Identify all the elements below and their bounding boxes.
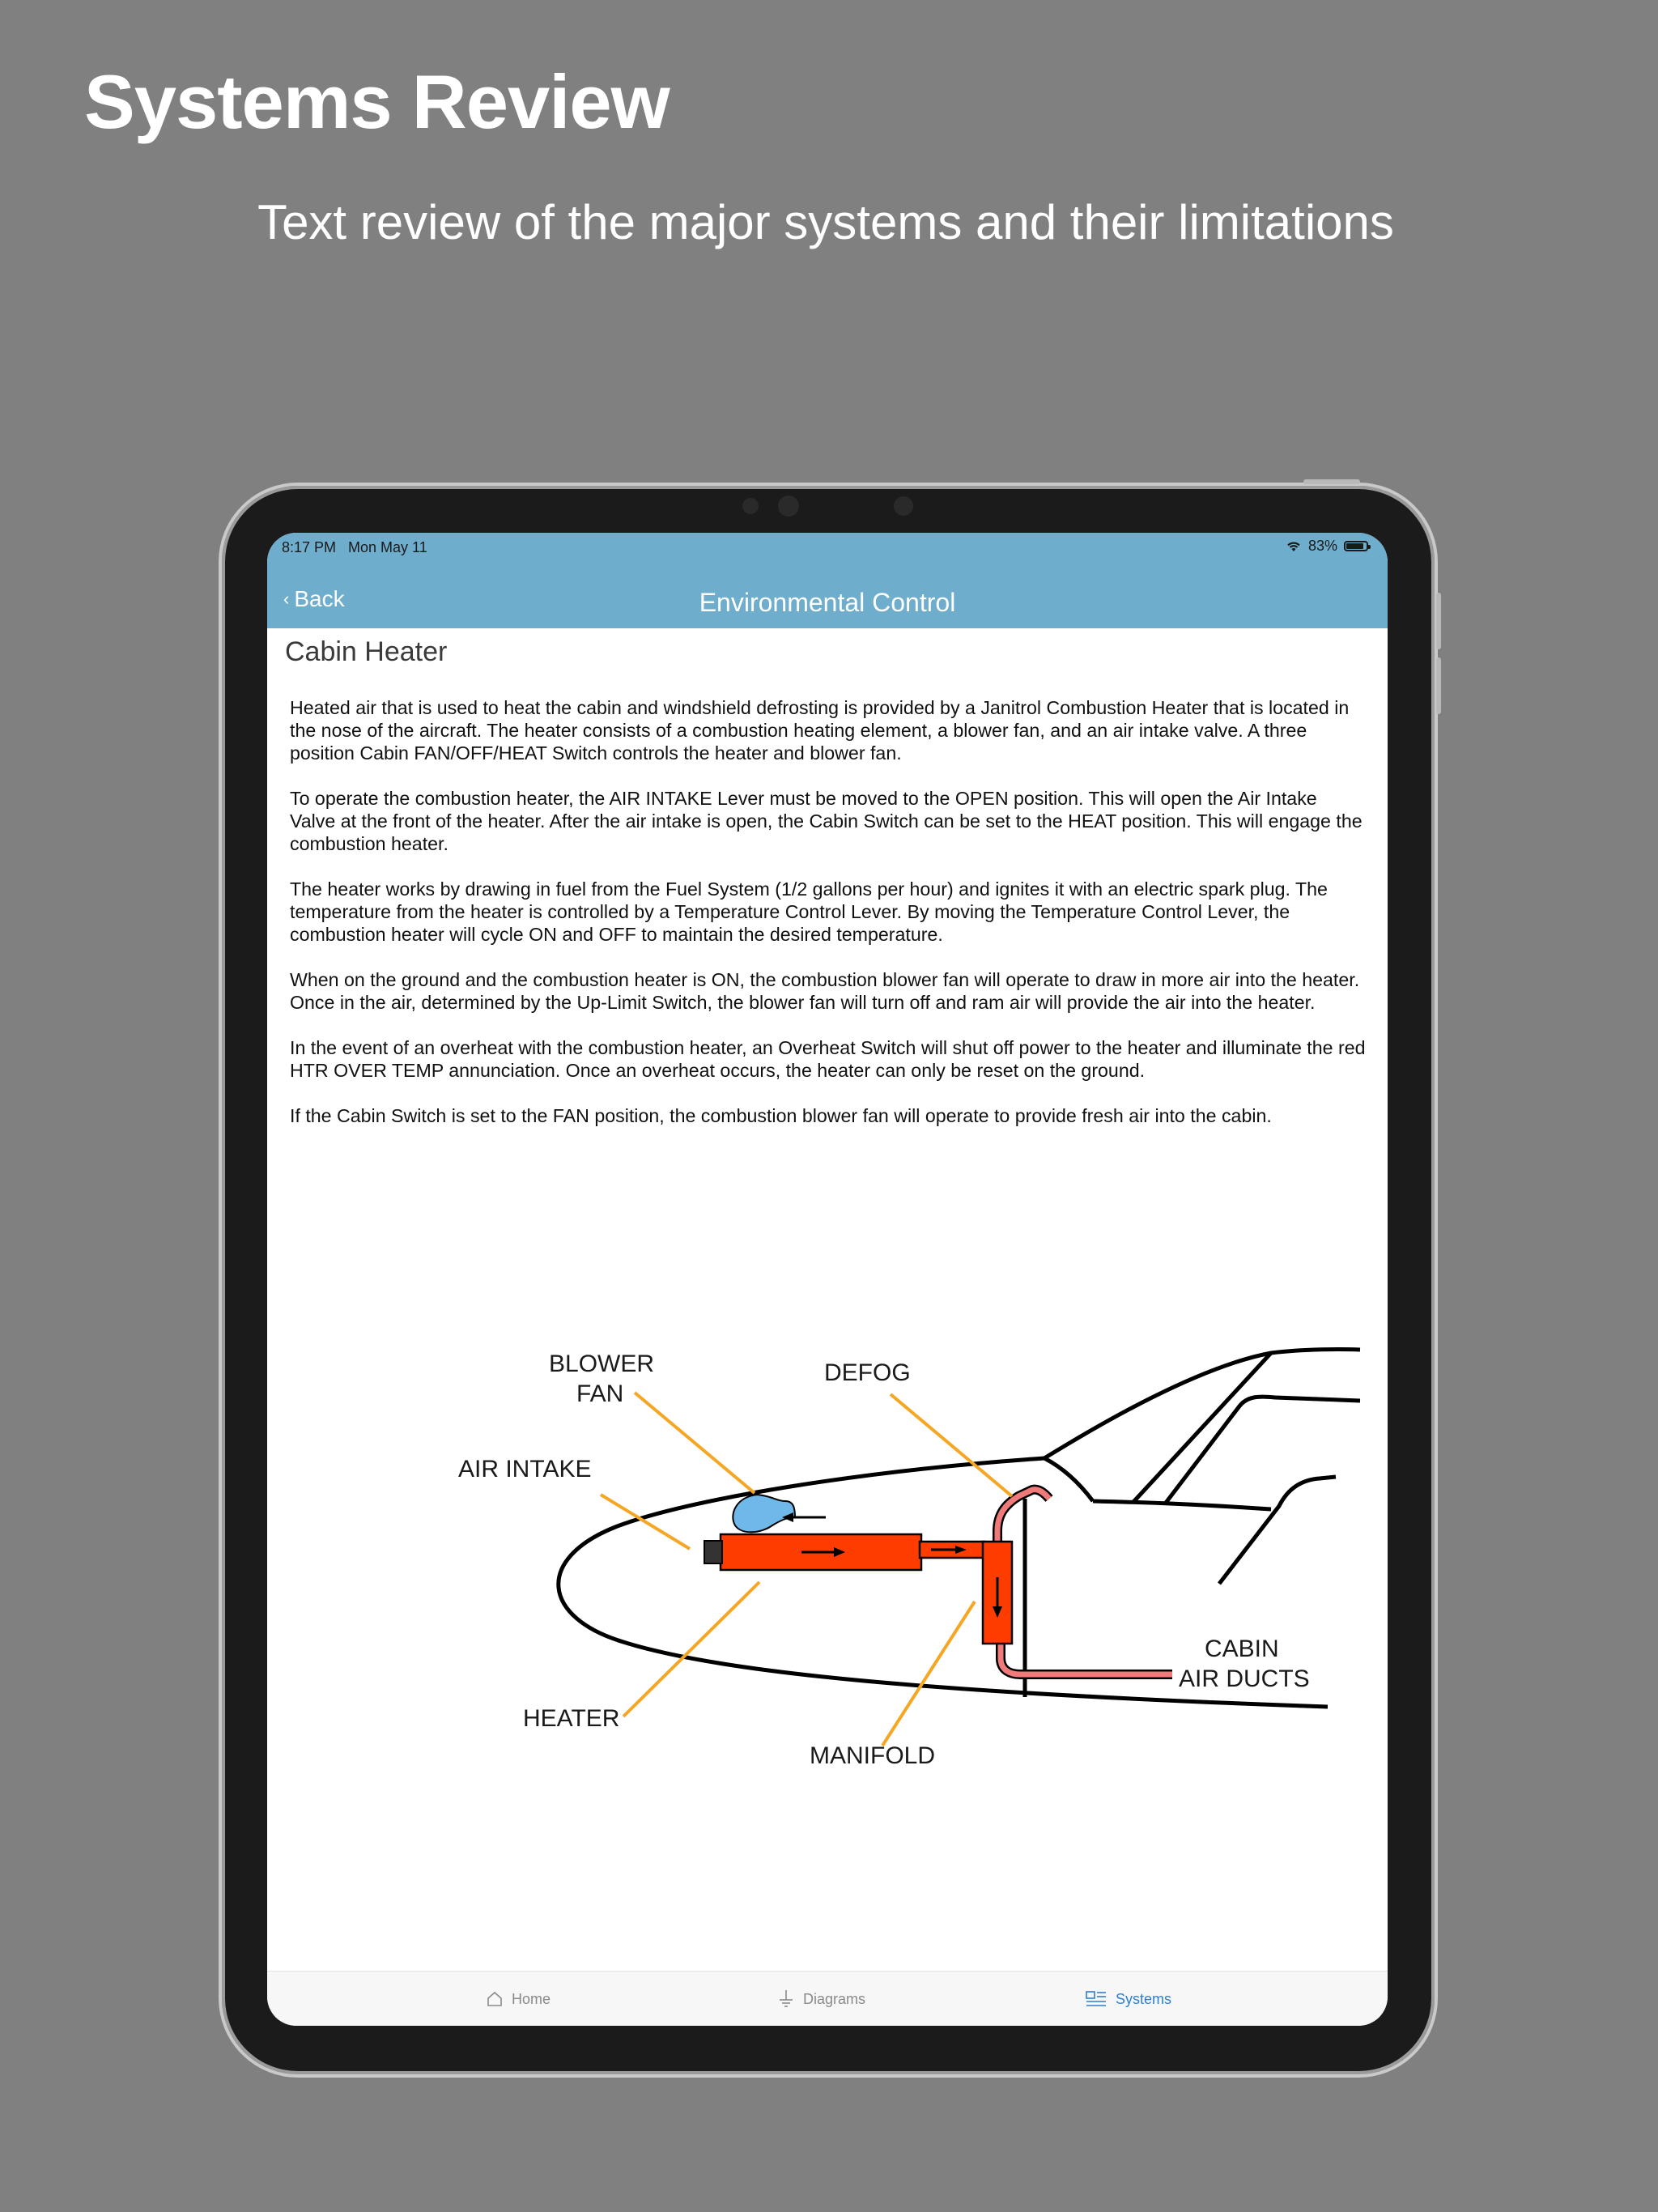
air-intake-cap: [704, 1541, 722, 1563]
side-window-frame: [1166, 1397, 1360, 1503]
paragraph: Heated air that is used to heat the cabin and windshield defrosting is provided by a Janitrol Combustion Heater that is located in the nose of the aircraft. The heater consists of a combustion heating element, a blower fan, and an air intake valve. A three position Cabin FAN/OFF/HEAT Switch controls the heater and blower fan.: [290, 697, 1350, 764]
paragraph: When on the ground and the combustion heater is ON, the combustion blower fan will operate to draw in more air into the heater. Once in the air, determined by the Up-Limit Switch, the blower fan will turn off and ram air will provide the air into the heater.: [290, 969, 1360, 1013]
back-label: Back: [294, 586, 345, 611]
tab-systems[interactable]: [1085, 1972, 1171, 2026]
paragraph: In the event of an overheat with the combustion heater, an Overheat Switch will shut off power to the heater and illuminate the red HTR OVER TEMP annunciation. Once an overheat occurs, the heater can only be reset on the ground.: [290, 1037, 1366, 1081]
chevron-left-icon: ‹: [283, 589, 290, 609]
air-intake-leader: [601, 1495, 690, 1549]
top-button: [1303, 479, 1360, 484]
windshield-outline: [1044, 1349, 1360, 1458]
cabin-heater-diagram: [267, 533, 1388, 1971]
diagram-label-fan: FAN: [576, 1380, 624, 1407]
tab-diagrams[interactable]: [777, 1972, 865, 2026]
blower-fan-leader: [635, 1393, 755, 1493]
paragraph: If the Cabin Switch is set to the FAN position, the combustion blower fan will operate to provide fresh air into the cabin.: [290, 1105, 1272, 1126]
list-icon: [1085, 1989, 1107, 2009]
tab-diagrams-label: Diagrams: [803, 1990, 866, 2007]
blower-fan: [733, 1495, 795, 1532]
hero-title: Systems Review: [84, 59, 670, 144]
manifold-leader: [882, 1602, 975, 1746]
camera-icon: [778, 496, 799, 517]
paragraph: To operate the combustion heater, the AIR INTAKE Lever must be moved to the OPEN position. This will open the Air Intake Valve at the front of the heater. After the air intake is open, the Cabin Switch can be set to the HEAT position. This will engage the combustion heater.: [290, 788, 1363, 854]
home-icon: [486, 1990, 504, 2008]
door-frame: [1219, 1477, 1336, 1584]
glareshield-line: [1093, 1501, 1271, 1509]
diagram-label-heater: HEATER: [523, 1705, 620, 1732]
diagram-label-defog: DEFOG: [824, 1359, 911, 1386]
tab-home[interactable]: [486, 1972, 551, 2026]
app-screen: [267, 533, 1388, 2026]
tab-home-label: Home: [512, 1990, 551, 2007]
volume-up-button: [1436, 593, 1441, 649]
battery-percent: 83%: [1307, 538, 1337, 554]
camera-icon: [894, 496, 913, 516]
diagram-label-cabin: CABIN: [1205, 1636, 1279, 1662]
tab-systems-label: Systems: [1116, 1990, 1172, 2007]
tab-bar: [267, 1971, 1388, 2026]
paragraph: The heater works by drawing in fuel from the Fuel System (1/2 gallons per hour) and ignites it with an electric spark plug. The temperature from the heater is controlled by a Temperature Control Lever. By moving the Temperature Control Lever, the combustion heater will cycle ON and OFF to maintain the desired temperature.: [290, 878, 1328, 945]
ground-icon: [777, 1989, 795, 2010]
camera-icon: [742, 498, 759, 514]
volume-down-button: [1436, 657, 1441, 714]
hero-subtitle: [0, 194, 1658, 250]
hero-subtitle-text: Text review of the major systems and their limitations: [257, 195, 1394, 249]
page-title: Environmental Control: [699, 588, 956, 617]
defog-leader: [891, 1394, 1012, 1496]
diagram-label-air-ducts: AIR DUCTS: [1179, 1665, 1310, 1692]
diagram-label-manifold: MANIFOLD: [810, 1742, 936, 1769]
diagram-label-air-intake: AIR INTAKE: [458, 1456, 592, 1482]
section-title: Cabin Heater: [285, 636, 448, 667]
status-time: 8:17 PM Mon May 11: [282, 539, 427, 555]
diagram-label-blower: BLOWER: [549, 1351, 655, 1377]
